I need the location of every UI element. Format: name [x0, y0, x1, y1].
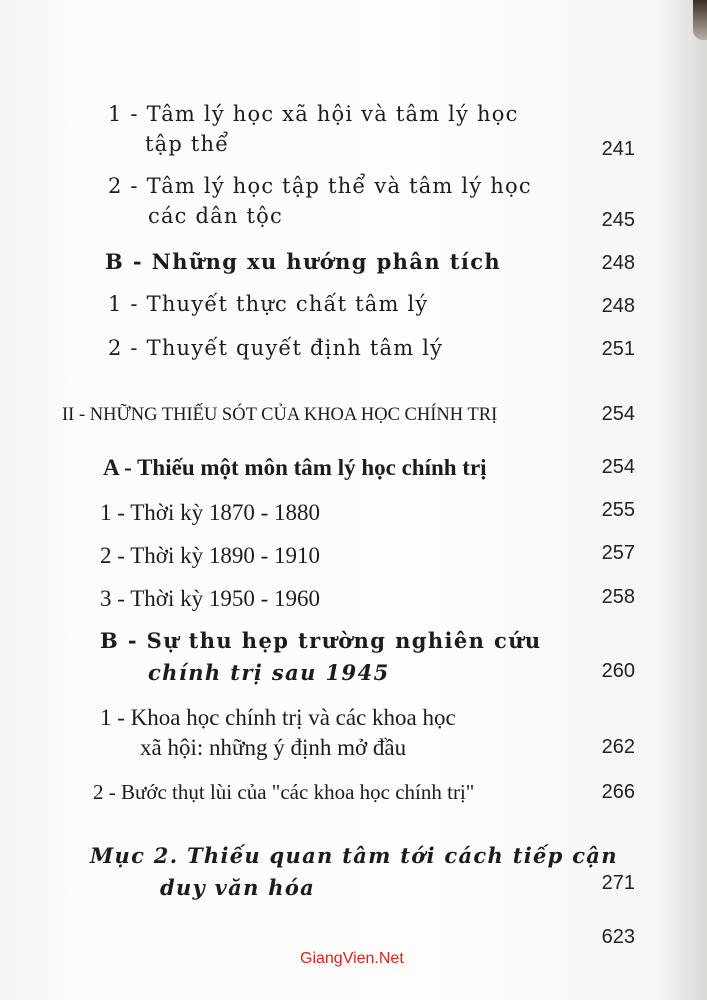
- toc-entry-text: 1 - Thời kỳ 1870 - 1880: [100, 500, 321, 525]
- toc-section-heading: A - Thiếu một môn tâm lý học chính trị: [103, 455, 487, 480]
- page-edge-shadow: [693, 0, 707, 40]
- book-page-number: 623: [601, 926, 635, 948]
- toc-entry-text: 2 - Thời kỳ 1890 - 1910: [100, 543, 321, 568]
- toc-entry-text: tập thể: [145, 132, 230, 156]
- toc-chapter-heading: II - NHỮNG THIẾU SÓT CỦA KHOA HỌC CHÍNH TRỊ: [62, 405, 498, 425]
- toc-section-heading: chính trị sau 1945: [148, 660, 390, 685]
- toc-entry-text: 3 - Thời kỳ 1950 - 1960: [100, 586, 321, 611]
- toc-page-number: 271: [601, 872, 635, 894]
- toc-page-number: 251: [601, 338, 635, 360]
- toc-page-number: 241: [601, 138, 635, 160]
- toc-entry-text: các dân tộc: [148, 204, 283, 228]
- toc-section-heading: B - Sự thu hẹp trường nghiên cứu: [100, 628, 542, 653]
- toc-page-number: 254: [601, 403, 635, 425]
- toc-page-number: 255: [601, 499, 635, 521]
- toc-entry-text: 1 - Thuyết thực chất tâm lý: [108, 292, 429, 316]
- toc-entry-text: 1 - Tâm lý học xã hội và tâm lý học: [108, 102, 519, 126]
- toc-section-heading: B - Những xu hướng phân tích: [105, 249, 502, 274]
- toc-entry-text: xã hội: những ý định mở đầu: [140, 735, 407, 760]
- toc-page-number: 260: [601, 660, 635, 682]
- toc-page-number: 257: [601, 542, 635, 564]
- toc-entry-text: 2 - Bước thụt lùi của "các khoa học chính trị": [93, 780, 475, 804]
- toc-entry-text: 1 - Khoa học chính trị và các khoa học: [100, 705, 456, 730]
- toc-page-number: 262: [601, 736, 635, 758]
- watermark: GiangVien.Net: [300, 950, 404, 967]
- toc-page-number: 258: [601, 586, 635, 608]
- toc-page-number: 248: [601, 252, 635, 274]
- toc-page-number: 254: [601, 456, 635, 478]
- toc-page-number: 266: [601, 781, 635, 803]
- toc-entry-text: 2 - Tâm lý học tập thể và tâm lý học: [108, 174, 532, 198]
- toc-part-heading: Mục 2. Thiếu quan tâm tới cách tiếp cận: [90, 843, 618, 868]
- toc-part-heading: duy văn hóa: [160, 875, 316, 900]
- toc-entry-text: 2 - Thuyết quyết định tâm lý: [108, 336, 444, 360]
- toc-page-number: 245: [601, 209, 635, 231]
- toc-page-number: 248: [601, 295, 635, 317]
